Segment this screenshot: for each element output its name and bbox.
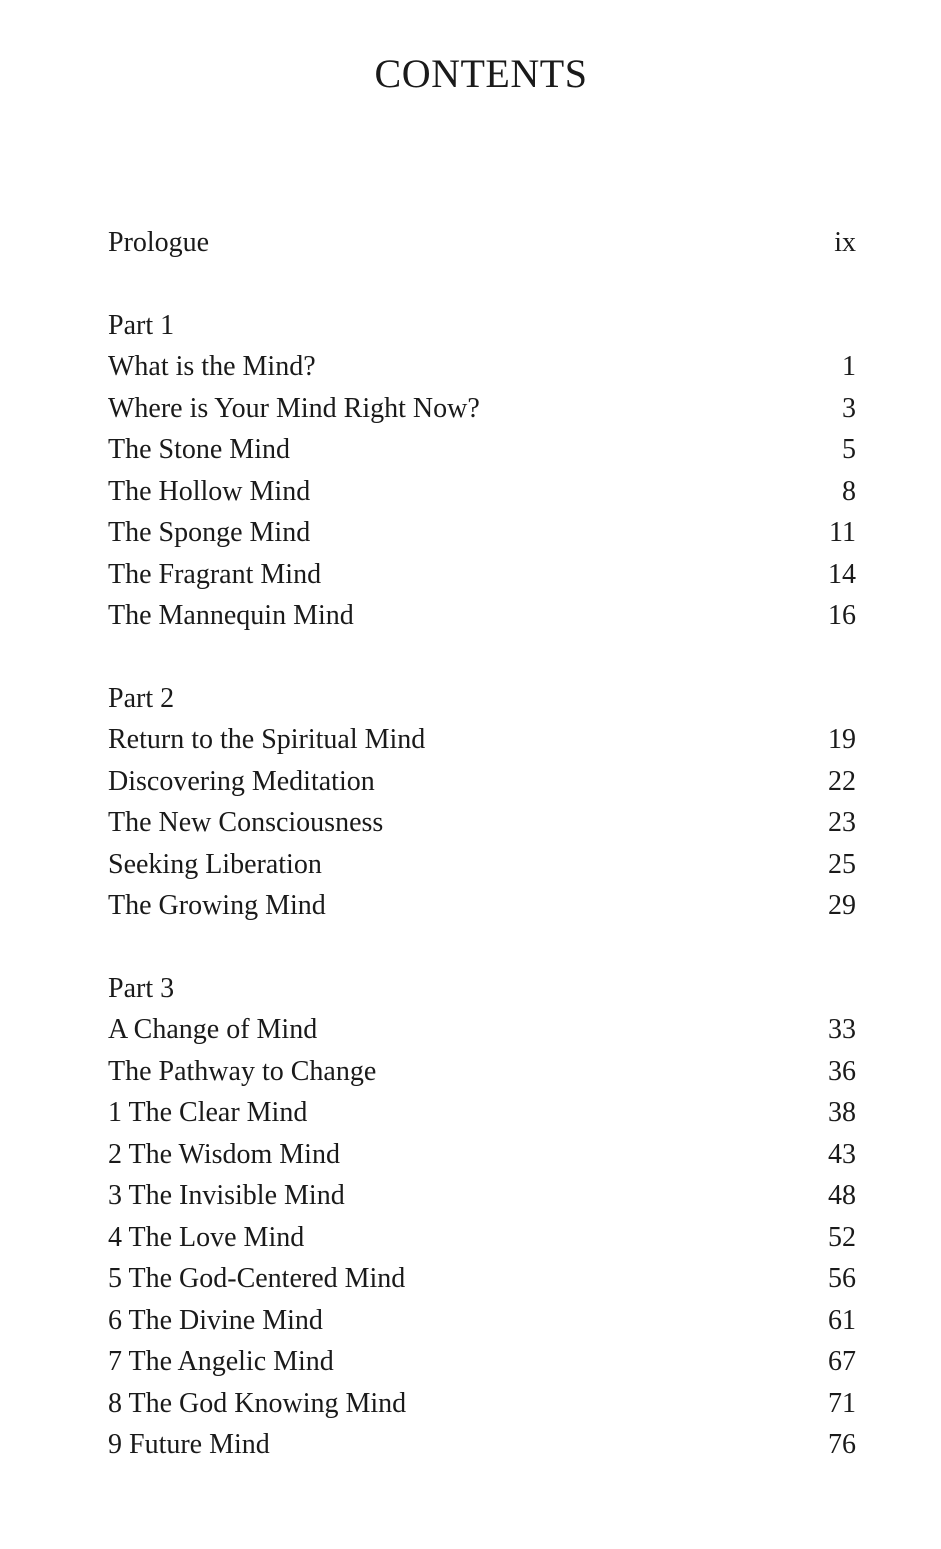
entry-page-number: 11 bbox=[829, 517, 856, 548]
entry-title: 7 The Angelic Mind bbox=[108, 1346, 334, 1377]
entry-title: Prologue bbox=[108, 227, 210, 258]
entry-title: The Mannequin Mind bbox=[108, 600, 354, 631]
part-heading: Part 1 bbox=[108, 309, 175, 341]
table-of-contents bbox=[108, 222, 856, 1466]
entry-title: The Stone Mind bbox=[108, 434, 290, 465]
entry-page-number: 3 bbox=[842, 392, 856, 424]
toc-entry[interactable] bbox=[108, 1051, 856, 1093]
entry-title: The New Consciousness bbox=[108, 807, 384, 838]
entry-page-number: ix bbox=[834, 227, 856, 258]
part-heading: Part 2 bbox=[108, 682, 175, 714]
entry-title: 2 The Wisdom Mind bbox=[108, 1138, 340, 1170]
entry-title: The Fragrant Mind bbox=[108, 558, 322, 590]
entry-title: What is the Mind? bbox=[108, 351, 316, 382]
toc-entry[interactable] bbox=[108, 885, 856, 927]
part-1-section bbox=[108, 305, 856, 637]
entry-title: The Pathway to Change bbox=[108, 1055, 377, 1087]
entry-title: The Hollow Mind bbox=[108, 475, 311, 507]
entry-page-number: 33 bbox=[828, 1014, 856, 1045]
entry-title: Return to the Spiritual Mind bbox=[108, 724, 426, 755]
entry-title: Where is Your Mind Right Now? bbox=[108, 392, 480, 424]
toc-entry[interactable] bbox=[108, 719, 856, 761]
entry-page-number: 71 bbox=[828, 1387, 856, 1419]
entry-page-number: 43 bbox=[828, 1138, 856, 1170]
toc-entry[interactable] bbox=[108, 1383, 856, 1425]
part-2-section bbox=[108, 678, 856, 927]
part-3-section bbox=[108, 968, 856, 1466]
entry-page-number: 76 bbox=[828, 1429, 856, 1460]
entry-page-number: 23 bbox=[828, 807, 856, 838]
entry-page-number: 1 bbox=[842, 351, 856, 382]
part-heading: Part 3 bbox=[108, 972, 175, 1004]
entry-title: A Change of Mind bbox=[108, 1014, 318, 1045]
toc-entry[interactable] bbox=[108, 1009, 856, 1051]
toc-entry[interactable] bbox=[108, 761, 856, 803]
entry-title: Discovering Meditation bbox=[108, 765, 375, 797]
entry-page-number: 36 bbox=[828, 1055, 856, 1087]
entry-page-number: 61 bbox=[828, 1304, 856, 1336]
entry-title: 9 Future Mind bbox=[108, 1429, 270, 1460]
entry-title: 6 The Divine Mind bbox=[108, 1304, 323, 1336]
entry-page-number: 29 bbox=[828, 890, 856, 921]
toc-entry-prologue[interactable] bbox=[108, 222, 856, 264]
toc-entry[interactable] bbox=[108, 844, 856, 886]
entry-page-number: 25 bbox=[828, 848, 856, 880]
toc-entry[interactable] bbox=[108, 429, 856, 471]
entry-page-number: 48 bbox=[828, 1180, 856, 1211]
page-title: CONTENTS bbox=[374, 51, 588, 96]
entry-page-number: 56 bbox=[828, 1263, 856, 1294]
toc-entry[interactable] bbox=[108, 471, 856, 513]
entry-page-number: 52 bbox=[828, 1221, 856, 1253]
entry-title: 5 The God-Centered Mind bbox=[108, 1263, 406, 1294]
entry-title: 8 The God Knowing Mind bbox=[108, 1387, 407, 1419]
entry-title: Seeking Liberation bbox=[108, 848, 322, 880]
toc-entry[interactable] bbox=[108, 346, 856, 388]
entry-title: 3 The Invisible Mind bbox=[108, 1180, 345, 1211]
entry-page-number: 8 bbox=[842, 475, 856, 507]
entry-title: 1 The Clear Mind bbox=[108, 1097, 308, 1128]
toc-entry[interactable] bbox=[108, 1175, 856, 1217]
toc-entry[interactable] bbox=[108, 554, 856, 596]
entry-page-number: 19 bbox=[828, 724, 856, 755]
toc-entry[interactable] bbox=[108, 1092, 856, 1134]
toc-entry[interactable] bbox=[108, 1300, 856, 1342]
toc-entry[interactable] bbox=[108, 802, 856, 844]
toc-entry[interactable] bbox=[108, 595, 856, 637]
entry-page-number: 22 bbox=[828, 765, 856, 797]
entry-page-number: 5 bbox=[842, 434, 856, 465]
entry-title: The Sponge Mind bbox=[108, 517, 311, 548]
entry-page-number: 38 bbox=[828, 1097, 856, 1128]
toc-entry[interactable] bbox=[108, 388, 856, 430]
toc-entry[interactable] bbox=[108, 1134, 856, 1176]
entry-page-number: 67 bbox=[828, 1346, 856, 1377]
toc-entry[interactable] bbox=[108, 512, 856, 554]
toc-entry[interactable] bbox=[108, 1341, 856, 1383]
toc-entry[interactable] bbox=[108, 1217, 856, 1259]
entry-title: 4 The Love Mind bbox=[108, 1221, 305, 1253]
entry-title: The Growing Mind bbox=[108, 890, 326, 921]
toc-entry[interactable] bbox=[108, 1258, 856, 1300]
entry-page-number: 14 bbox=[828, 558, 856, 590]
entry-page-number: 16 bbox=[828, 600, 856, 631]
toc-entry[interactable] bbox=[108, 1424, 856, 1466]
